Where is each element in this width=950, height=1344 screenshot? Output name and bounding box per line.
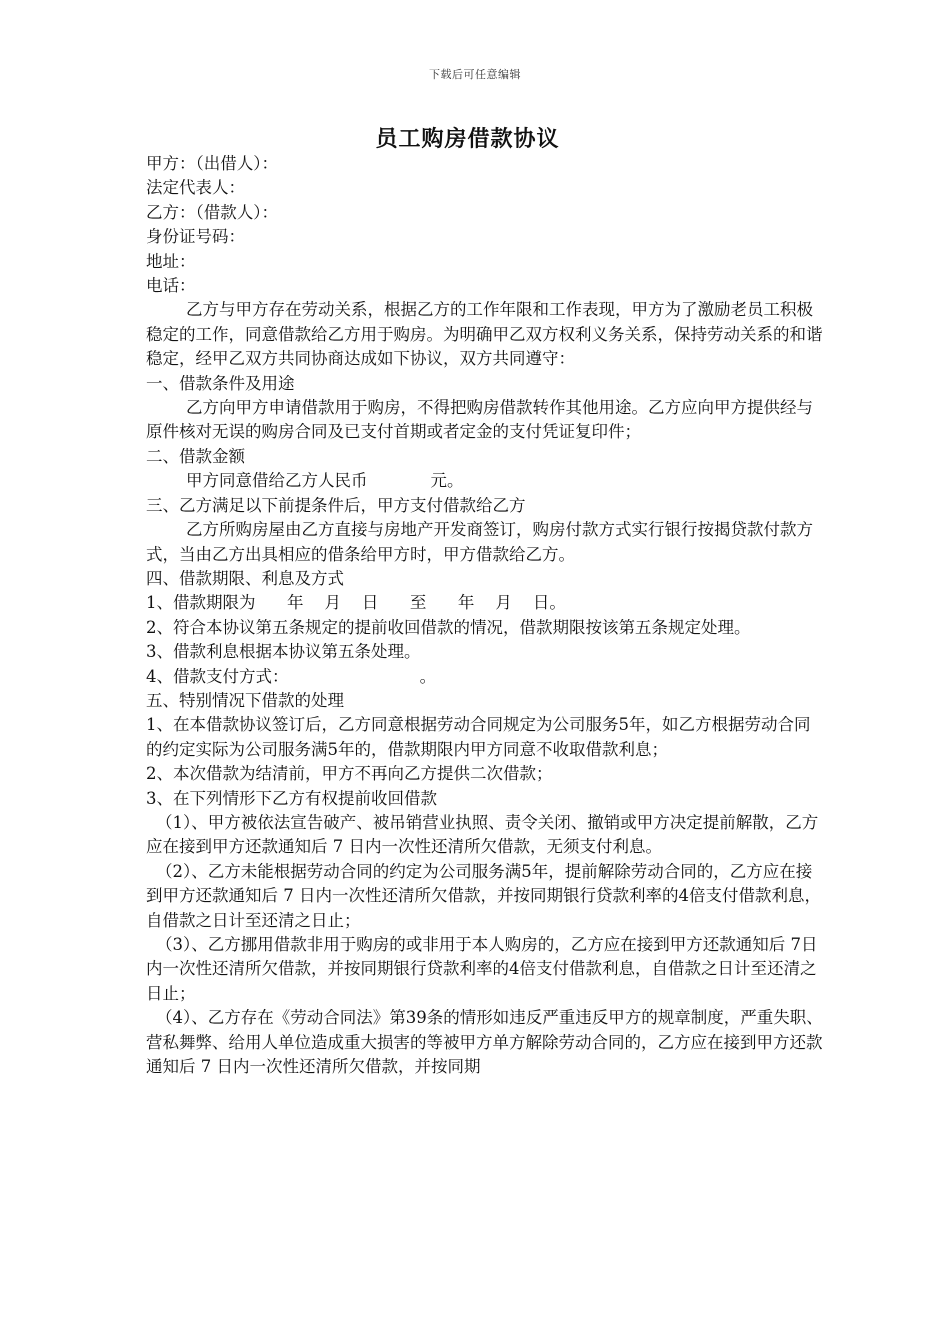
id-number-line: 身份证号码： (146, 227, 245, 247)
section-2-heading: 二、借款金额 (146, 446, 245, 466)
section-4-heading: 四、借款期限、利息及方式 (146, 568, 344, 588)
section-5-heading: 五、特别情况下借款的处理 (146, 690, 344, 710)
section-4-item-2: 2、符合本协议第五条规定的提前收回借款的情况，借款期限按该第五条规定处理。 (146, 617, 751, 637)
section-3-body: 乙方所购房屋由乙方直接与房地产开发商签订，购房付款方式实行银行按揭贷款付款方式，当由乙方出具相应的借条给甲方时，甲方借款给乙方。 (146, 520, 813, 564)
address-line: 地址： (146, 251, 196, 271)
section-5-item-3: 3、在下列情形下乙方有权提前收回借款 (146, 788, 437, 808)
section-2-body (146, 469, 826, 493)
section-5-sub-3: （3）、乙方挪用借款非用于购房的或非用于本人购房的，乙方应在接到甲方还款通知后 7日内一次性还清所欠借款，并按同期银行贷款利率的4倍支付借款利息，自借款之日计至还清之日止； (146, 935, 818, 1003)
section-1-heading: 一、借款条件及用途 (146, 373, 295, 393)
party-a-line: 甲方：（出借人）： (146, 154, 278, 173)
payment-method-blank (289, 667, 420, 686)
document-title: 员工购房借款协议 (375, 126, 560, 152)
section-1-body: 乙方向甲方申请借款用于购房，不得把购房借款转作其他用途。乙方应向甲方提供经与原件核对无误的购房合同及已支付首期或者定金的支付凭证复印件； (146, 398, 813, 442)
section-3-heading: 三、乙方满足以下前提条件后，甲方支付借款给乙方 (146, 495, 526, 515)
section-5-sub-1: （1）、甲方被依法宣告破产、被吊销营业执照、责令关闭、撤销或甲方决定提前解散，乙方应在接到甲方还款通知后 7 日内一次性还清所欠借款，无须支付利息。 (146, 812, 819, 857)
loan-amount-blank (368, 471, 431, 490)
legal-rep-line: 法定代表人： (146, 178, 245, 198)
payment-method-label: 4、借款支付方式： (146, 666, 289, 686)
payment-method-end: 。 (419, 666, 437, 686)
preamble-paragraph: 乙方与甲方存在劳动关系，根据乙方的工作年限和工作表现，甲方为了激励老员工积极稳定的工作，同意借款给乙方用于购房。为明确甲乙双方权利义务关系，保持劳动关系的和谐稳定，经甲乙双方共同协商达成如下协议，双方共同遵守： (146, 300, 823, 369)
section-5-sub-4: （4）、乙方存在《劳动合同法》第39条的情形如违反严重违反甲方的规章制度，严重失职、营私舞弊、给用人单位造成重大损害的等被甲方单方解除劳动合同的，乙方应在接到甲方还款通知后 7 日内一次性还清所欠借款，并按同期 (146, 1008, 823, 1077)
header-note: 下载后可任意编辑 (429, 68, 521, 81)
phone-line: 电话： (146, 276, 196, 296)
loan-amount-unit: 元。 (430, 471, 464, 491)
party-b-line: 乙方：（借款人）： (146, 202, 278, 222)
section-4-item-4 (146, 665, 826, 689)
section-5-sub-2: （2）、乙方未能根据劳动合同的约定为公司服务满5年，提前解除劳动合同的，乙方应在接到甲方还款通知后 7 日内一次性还清所欠借款，并按同期银行贷款利率的4倍支付借款利息，自借款之日计至还清之日止； (146, 861, 821, 930)
section-4-item-3: 3、借款利息根据本协议第五条处理。 (146, 642, 421, 662)
section-4-item-1: 1、借款期限为 年 月 日 至 年 月 日。 (146, 593, 566, 613)
section-5-item-2: 2、本次借款为结清前，甲方不再向乙方提供二次借款； (146, 764, 553, 784)
document-body (146, 152, 826, 1079)
section-5-item-1: 1、在本借款协议签订后，乙方同意根据劳动合同规定为公司服务5年，如乙方根据劳动合同的约定实际为公司服务满5年的，借款期限内甲方同意不收取借款利息； (146, 715, 811, 759)
loan-amount-text: 甲方同意借给乙方人民币 (186, 471, 368, 491)
